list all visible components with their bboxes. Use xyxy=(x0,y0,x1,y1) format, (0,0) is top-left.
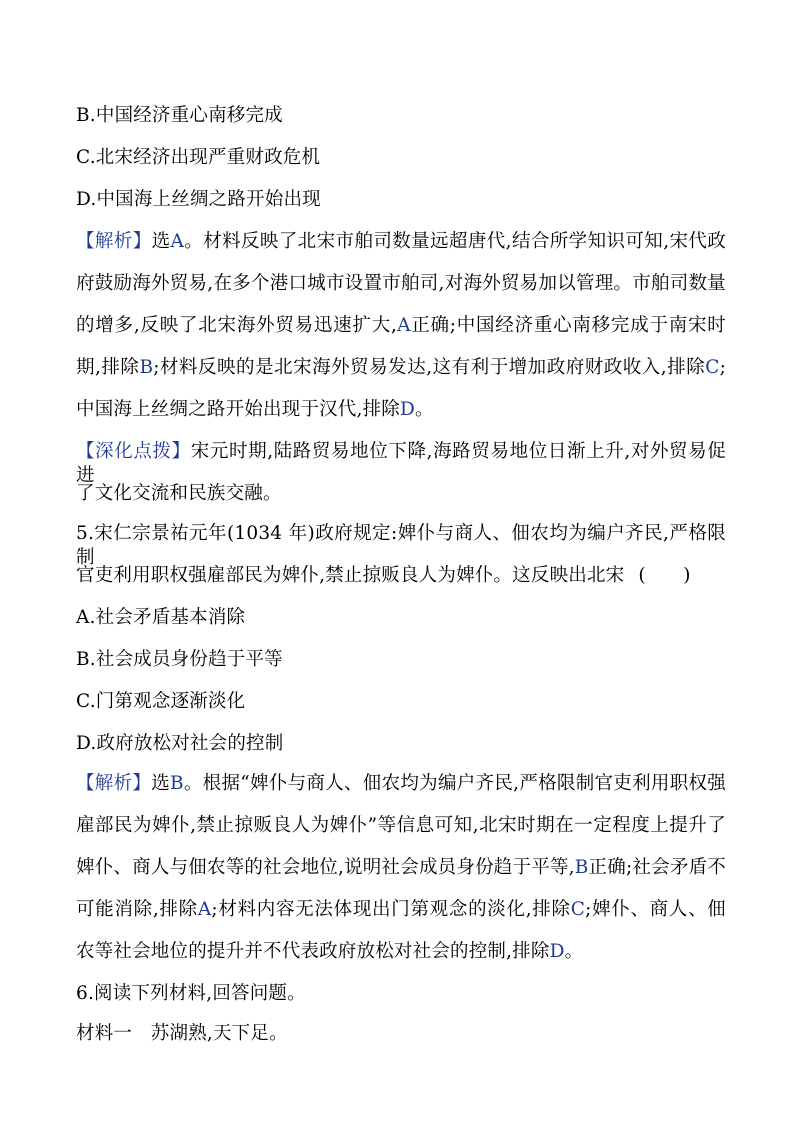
analysis-5-line-3: 婢仆、商人与佃农等的社会地位,说明社会成员身份趋于平等,B正确;社会矛盾不 xyxy=(76,857,726,878)
analysis-4-line-4: 期,排除B;材料反映的是北宋海外贸易发达,这有利于增加政府财政收入,排除C; xyxy=(76,357,727,378)
option-d: D.中国海上丝绸之路开始出现 xyxy=(76,189,321,210)
analysis-4-line-3: 的增多,反映了北宋海外贸易迅速扩大,A正确;中国经济重心南移完成于南宋时 xyxy=(76,315,726,336)
question-5-option-a: A.社会矛盾基本消除 xyxy=(76,607,246,628)
analysis-5-line-2: 雇部民为婢仆,禁止掠贩良人为婢仆”等信息可知,北宋时期在一定程度上提升了 xyxy=(76,815,727,836)
question-6-material-1: 材料一 苏湖熟,天下足。 xyxy=(76,1023,288,1044)
question-5-line-1: 5.宋仁宗景祐元年(1034 年)政府规定:婢仆与商人、佃农均为编户齐民,严格限制 xyxy=(76,523,726,568)
analysis-5-line-5: 农等社会地位的提升并不代表政府放松对社会的控制,排除D。 xyxy=(76,941,584,962)
deepen-line-2: 了文化交流和民族交融。 xyxy=(76,483,282,504)
question-5-option-c: C.门第观念逐渐淡化 xyxy=(76,691,246,712)
analysis-5-line-1: 【解析】选B。根据“婢仆与商人、佃农均为编户齐民,严格限制官吏利用职权强 xyxy=(76,773,726,794)
option-c: C.北宋经济出现严重财政危机 xyxy=(76,147,321,168)
option-b: B.中国经济重心南移完成 xyxy=(76,105,283,126)
answer-blank: ( ) xyxy=(638,565,691,586)
deepen-tag: 【深化点拨】 xyxy=(76,441,191,462)
question-5-option-d: D.政府放松对社会的控制 xyxy=(76,733,284,754)
analysis-4-line-2: 府鼓励海外贸易,在多个港口城市设置市舶司,对海外贸易加以管理。市舶司数量 xyxy=(76,273,726,294)
analysis-4-line-1: 【解析】选A。材料反映了北宋市舶司数量远超唐代,结合所学知识可知,宋代政 xyxy=(76,231,726,252)
analysis-tag: 【解析】 xyxy=(76,231,152,252)
analysis-tag: 【解析】 xyxy=(76,773,152,794)
question-6-line-1: 6.阅读下列材料,回答问题。 xyxy=(76,983,306,1004)
deepen-line-1: 【深化点拨】宋元时期,陆路贸易地位下降,海路贸易地位日渐上升,对外贸易促进 xyxy=(76,441,726,486)
answer-letter: B xyxy=(169,773,184,794)
question-5-option-b: B.社会成员身份趋于平等 xyxy=(76,649,283,670)
analysis-5-line-4: 可能消除,排除A;材料内容无法体现出门第观念的淡化,排除C;婢仆、商人、佃 xyxy=(76,899,726,920)
question-5-line-2: 官吏利用职权强雇部民为婢仆,禁止掠贩良人为婢仆。这反映出北宋 ( ) xyxy=(76,565,691,586)
analysis-4-line-5: 中国海上丝绸之路开始出现于汉代,排除D。 xyxy=(76,399,434,420)
answer-letter: A xyxy=(170,231,185,252)
